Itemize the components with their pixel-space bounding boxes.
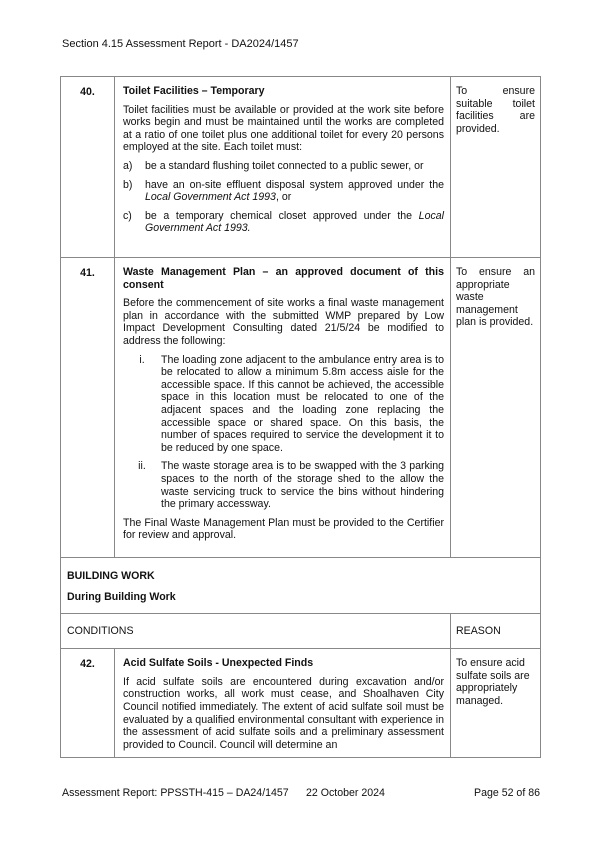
- list-text: have an on-site effluent disposal system approved under the Local Government Act 1993, or: [145, 178, 444, 204]
- list-text: be a standard flushing toilet connected to a public sewer, or: [145, 159, 424, 172]
- condition-title: Waste Management Plan – an approved document of this consent: [123, 266, 444, 291]
- reason-header: REASON: [451, 614, 541, 649]
- list-item: [123, 354, 444, 455]
- condition-body: If acid sulfate soils are encountered during excavation and/or construction works, all work must cease, and Shoalhaven City Council notified immediately. The extent of acid sulfate soil must be evaluated by a qualified environmental consultant with experience in the assessment of acid sulfate soils and a preliminary assessment provided to Council. Council will determine an: [123, 675, 444, 751]
- footer-report-ref: Assessment Report: PPSSTH-415 – DA24/1457: [62, 787, 289, 799]
- condition-number: 41.: [80, 267, 95, 279]
- conditions-table: [60, 76, 541, 758]
- list-item: [123, 460, 444, 510]
- condition-list: [123, 354, 444, 511]
- list-text: The loading zone adjacent to the ambulance entry area is to be relocated to allow a minimum 5.8m access aisle for the accessible space. If this cannot be achieved, the accessible space in this location must be relocated to one of the adjacent spaces and the loading zone replacing the accessible space or shared space. On this basis, the number of spaces required to service the development it to be reduced by one space.: [161, 353, 444, 454]
- column-header-row: [61, 614, 541, 649]
- list-text: be a temporary chemical closet approved under the Local Government Act 1993.: [145, 209, 444, 235]
- condition-closing: The Final Waste Management Plan must be provided to the Certifier for review and approval.: [123, 516, 444, 542]
- list-marker: a): [123, 159, 133, 172]
- condition-title: Toilet Facilities – Temporary: [123, 85, 265, 97]
- condition-reason: To ensure suitable toilet facilities are provided.: [456, 85, 535, 135]
- list-marker: b): [123, 178, 133, 191]
- list-item: [123, 160, 444, 173]
- footer-date: 22 October 2024: [306, 787, 385, 799]
- condition-row-42: [61, 649, 541, 758]
- condition-intro: Toilet facilities must be available or provided at the work site before works begin and must be maintained until the works are completed at a ratio of one toilet plus one additional toilet for every 20 persons employed at the site. Each toilet must:: [123, 103, 444, 154]
- list-text: The waste storage area is to be swapped with the 3 parking spaces to the north of the storage shed to the allow the waste servicing truck to service the bins without hindering the primary accessway.: [161, 460, 444, 511]
- list-marker: i.: [139, 353, 145, 366]
- section-heading-row: [61, 558, 541, 614]
- list-marker: c): [123, 209, 132, 222]
- footer-page-number: Page 52 of 86: [474, 787, 540, 799]
- condition-intro: Before the commencement of site works a final waste management plan in accordance with the submitted WMP prepared by Low Impact Development Consulting dated 21/5/24 be modified to address the following:: [123, 297, 444, 347]
- condition-reason: To ensure acid sulfate soils are appropriately managed.: [456, 657, 530, 707]
- condition-list: [123, 160, 444, 235]
- page-header: Section 4.15 Assessment Report - DA2024/1457: [62, 38, 299, 50]
- condition-number: 42.: [80, 658, 95, 671]
- conditions-header: CONDITIONS: [61, 614, 451, 649]
- section-subtitle: During Building Work: [67, 590, 176, 603]
- section-title: BUILDING WORK: [67, 570, 155, 582]
- condition-reason: To ensure an appropriate waste management plan is provided.: [456, 266, 535, 329]
- list-marker: ii.: [138, 460, 146, 473]
- list-item: [123, 210, 444, 235]
- condition-row-41: [61, 258, 541, 558]
- condition-title: Acid Sulfate Soils - Unexpected Finds: [123, 657, 314, 670]
- condition-row-40: [61, 77, 541, 258]
- list-item: [123, 179, 444, 204]
- condition-number: 40.: [80, 86, 95, 98]
